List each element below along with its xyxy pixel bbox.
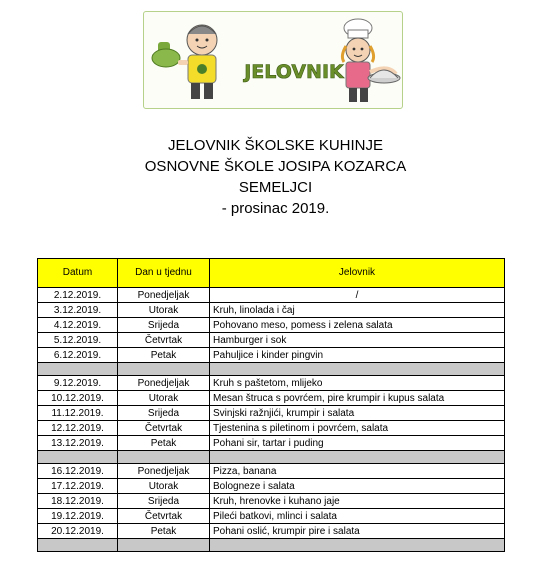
row-date: 11.12.2019. — [38, 406, 118, 421]
row-menu: Hamburger i sok — [210, 333, 505, 348]
row-menu: Kruh s paštetom, mlijeko — [210, 376, 505, 391]
row-menu: Kruh, hrenovke i kuhano jaje — [210, 494, 505, 509]
row-date: 20.12.2019. — [38, 524, 118, 539]
separator-cell — [118, 363, 210, 376]
row-date: 5.12.2019. — [38, 333, 118, 348]
row-menu: Pohani sir, tartar i puding — [210, 436, 505, 451]
row-day: Srijeda — [118, 494, 210, 509]
heading-line-4: - prosinac 2019. — [221, 200, 330, 217]
row-day: Četvrtak — [118, 421, 210, 436]
table-row — [38, 333, 505, 348]
row-day: Srijeda — [118, 406, 210, 421]
row-day: Petak — [118, 524, 210, 539]
separator-cell — [118, 451, 210, 464]
week-separator-row — [38, 451, 505, 464]
table-row — [38, 406, 505, 421]
row-date: 9.12.2019. — [38, 376, 118, 391]
row-menu: Bologneze i salata — [210, 479, 505, 494]
table-row — [38, 494, 505, 509]
logo-word: JELOVNIK — [244, 61, 344, 83]
separator-cell — [38, 539, 118, 552]
row-day: Ponedjeljak — [118, 464, 210, 479]
separator-cell — [38, 451, 118, 464]
row-day: Utorak — [118, 479, 210, 494]
row-day: Petak — [118, 436, 210, 451]
separator-cell — [210, 451, 505, 464]
menu-table — [37, 258, 505, 552]
table-row — [38, 464, 505, 479]
row-day: Ponedjeljak — [118, 376, 210, 391]
row-menu: Pohani oslić, krumpir pire i salata — [210, 524, 505, 539]
table-header-row — [38, 259, 505, 288]
row-day: Četvrtak — [118, 509, 210, 524]
row-day: Četvrtak — [118, 333, 210, 348]
row-menu: Tjestenina s piletinom i povrćem, salata — [210, 421, 505, 436]
separator-cell — [210, 539, 505, 552]
row-date: 16.12.2019. — [38, 464, 118, 479]
table-row — [38, 288, 505, 303]
heading-line-3: SEMELJCI — [238, 179, 313, 196]
heading-line-2: OSNOVNE ŠKOLE JOSIPA KOZARCA — [144, 158, 407, 175]
row-menu: Pizza, banana — [210, 464, 505, 479]
row-date: 13.12.2019. — [38, 436, 118, 451]
row-date: 12.12.2019. — [38, 421, 118, 436]
row-date: 10.12.2019. — [38, 391, 118, 406]
row-day: Petak — [118, 348, 210, 363]
table-row — [38, 348, 505, 363]
page-heading — [0, 135, 551, 219]
table-row — [38, 391, 505, 406]
week-separator-row — [38, 363, 505, 376]
row-day: Srijeda — [118, 318, 210, 333]
row-menu: Mesan štruca s povrćem, pire krumpir i kupus salata — [210, 391, 505, 406]
row-menu: Svinjski ražnjići, krumpir i salata — [210, 406, 505, 421]
header-day: Dan u tjednu — [118, 259, 210, 288]
row-menu: Pileći batkovi, mlinci i salata — [210, 509, 505, 524]
row-menu: Kruh, linolada i čaj — [210, 303, 505, 318]
row-date: 4.12.2019. — [38, 318, 118, 333]
row-day: Ponedjeljak — [118, 288, 210, 303]
table-row — [38, 524, 505, 539]
row-menu: Pohovano meso, pomess i zelena salata — [210, 318, 505, 333]
separator-cell — [38, 363, 118, 376]
table-row — [38, 318, 505, 333]
row-date: 6.12.2019. — [38, 348, 118, 363]
row-day: Utorak — [118, 391, 210, 406]
row-date: 19.12.2019. — [38, 509, 118, 524]
row-menu: / — [210, 288, 505, 303]
row-date: 18.12.2019. — [38, 494, 118, 509]
table-row — [38, 376, 505, 391]
separator-cell — [210, 363, 505, 376]
chef-kids-illustration — [144, 12, 402, 108]
jelovnik-logo — [143, 11, 403, 109]
row-date: 2.12.2019. — [38, 288, 118, 303]
heading-line-1: JELOVNIK ŠKOLSKE KUHINJE — [167, 137, 384, 154]
row-date: 3.12.2019. — [38, 303, 118, 318]
table-row — [38, 436, 505, 451]
week-separator-row — [38, 539, 505, 552]
table-row — [38, 421, 505, 436]
table-row — [38, 479, 505, 494]
separator-cell — [118, 539, 210, 552]
header-menu: Jelovnik — [210, 259, 505, 288]
table-row — [38, 509, 505, 524]
table-row — [38, 303, 505, 318]
header-date: Datum — [38, 259, 118, 288]
row-menu: Pahuljice i kinder pingvin — [210, 348, 505, 363]
row-day: Utorak — [118, 303, 210, 318]
row-date: 17.12.2019. — [38, 479, 118, 494]
